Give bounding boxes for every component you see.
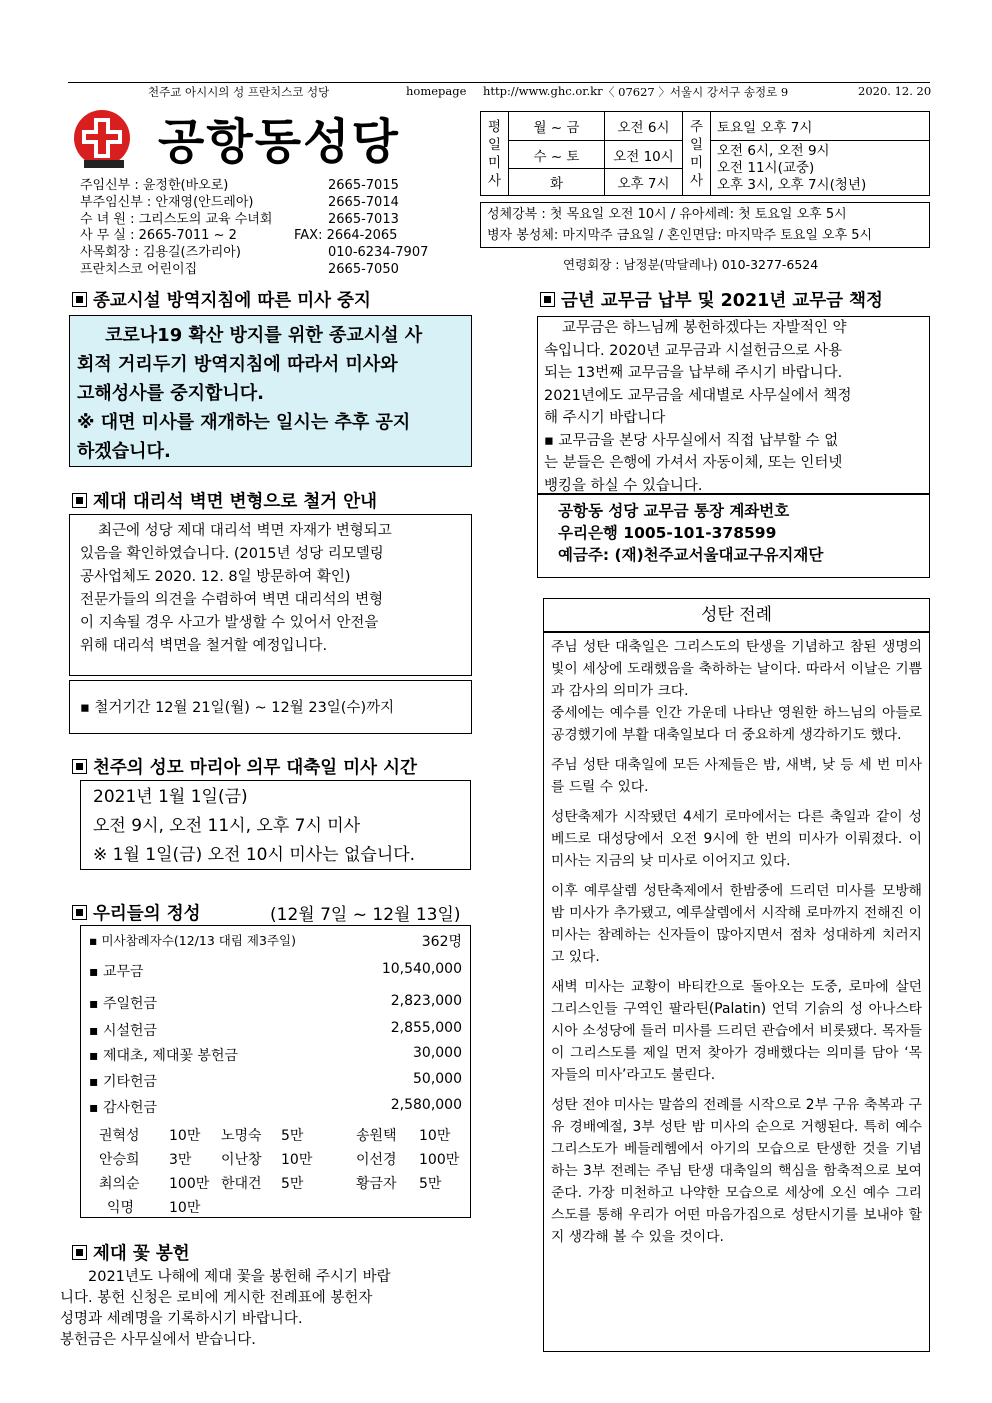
mary-line: ※ 1월 1일(금) 오전 10시 미사는 없습니다.	[93, 845, 416, 865]
tax-line: 속입니다. 2020년 교무금과 시설헌금으로 사용	[544, 342, 843, 359]
account-title: 공항동 성당 교무금 통장 계좌번호	[558, 502, 790, 520]
square-bullet-icon	[540, 292, 555, 307]
account-info	[537, 494, 930, 578]
sunday-mass-label: 주일미사	[683, 112, 711, 196]
covid-line: 고해성사를 중지합니다.	[77, 383, 264, 404]
flower-line: 니다. 봉헌 신청은 로비에 게시한 전례표에 봉헌자	[60, 1290, 373, 1306]
staff-row	[80, 262, 400, 279]
flower-title: 제대 꽃 봉헌	[93, 1244, 190, 1264]
donor-name: 이선경	[356, 1152, 397, 1168]
weekday-day: 수 ~ 토	[509, 141, 605, 169]
weekday-mass-label: 평일미사	[481, 112, 509, 196]
church-logo	[70, 108, 142, 170]
offering-amount: 30,000	[413, 1045, 462, 1061]
offering-label: ▪ 감사헌금	[89, 1100, 158, 1116]
tax-line: 교무금은 하느님께 봉헌하겠다는 자발적인 약	[562, 320, 847, 336]
xmas-paragraph	[551, 636, 922, 746]
offering-period: (12월 7일 ~ 12월 13일)	[270, 905, 461, 925]
homepage-link[interactable]: http://www.ghc.or.kr	[483, 84, 603, 98]
sunday-time: 오전 11시(교중)	[717, 159, 815, 176]
marble-line: 최근에 성당 제대 대리석 벽면 자재가 변형되고	[98, 523, 392, 539]
xmas-text: 주님 성탄 대축일에 모든 사제들은 밤, 새벽, 낮 등 세 번 미사를 드릴 수 있다.	[551, 757, 922, 795]
page-title: 공항동성당	[158, 114, 400, 170]
xmas-text: 새벽 미사는 교황이 바티칸으로 돌아오는 도중, 로마에 살던 그리스인들 구역인 팔라틴(Palatin) 언덕 기슭의 성 아나스타시아 소성당에 들러 미사를 드리던 관습에서 비롯됐다. 목자들이 그리스도를 제일 먼저 찾아가 경배했다는 의미를 담아 ‘목자들의 미사’라고도 불린다.	[551, 979, 922, 1083]
staff-row	[80, 212, 400, 229]
donor-amount: 5만	[419, 1176, 442, 1192]
weekday-time: 오전 10시	[605, 141, 683, 169]
sunday-time: 토요일 오후 7시	[711, 112, 930, 141]
donor-amount: 100만	[419, 1152, 460, 1168]
weekday-time: 오후 7시	[605, 169, 683, 196]
staff-phone: 2665-7014	[328, 194, 399, 210]
mary-section-heading	[72, 754, 417, 779]
donor-amount: 10만	[169, 1200, 201, 1216]
staff-role: 사목회장 : 김용길(즈가리아)	[80, 245, 241, 261]
square-bullet-icon	[72, 292, 87, 307]
donor-amount: 10만	[169, 1128, 201, 1144]
staff-role: 주임신부 : 윤정한(바오로)	[80, 178, 229, 193]
offering-title: 우리들의 정성	[93, 904, 201, 924]
offering-section-heading	[72, 900, 201, 925]
tax-line: ▪ 교무금을 본당 사무실에서 직접 납부할 수 없	[544, 432, 839, 449]
mass-schedule-table	[480, 111, 930, 196]
staff-row	[80, 228, 400, 245]
tax-line: 되는 13번째 교무금을 납부해 주시기 바랍니다.	[544, 365, 843, 381]
offering-label: ▪ 기타헌금	[89, 1074, 158, 1090]
donor-name: 한대건	[221, 1176, 262, 1192]
marble-notice	[69, 514, 472, 676]
square-bullet-icon	[72, 759, 87, 774]
staff-role: 수 녀 원 : 그리스도의 교육 수녀회	[80, 211, 273, 227]
xmas-heading: 성탄 전례	[543, 598, 930, 632]
tax-section-heading	[540, 287, 883, 312]
offering-amount: 2,855,000	[390, 1020, 462, 1036]
donor-amount: 10만	[281, 1152, 313, 1168]
sunday-time: 오후 3시, 오후 7시(청년)	[717, 176, 867, 193]
staff-role: 프란치스코 어린이집	[80, 261, 198, 277]
weekday-day: 월 ~ 금	[509, 112, 605, 141]
staff-phone: FAX: 2664-2065	[294, 228, 398, 244]
covid-title: 종교시설 방역지침에 따른 미사 중지	[93, 291, 371, 311]
covid-line: 하겠습니다.	[77, 441, 171, 462]
staff-phone: 2665-7013	[328, 211, 399, 227]
xmas-text: 주님 성탄 대축일은 그리스도의 탄생을 기념하고 참된 생명의 빛이 세상에 도래했음을 축하하는 날이다. 따라서 이날은 기쁨과 감사의 의미가 크다.	[551, 639, 922, 699]
staff-phone: 2665-7050	[328, 261, 399, 277]
xmas-paragraph	[551, 754, 922, 798]
weekday-day: 화	[509, 169, 605, 196]
donor-name: 익명	[107, 1200, 135, 1216]
donor-name: 송원택	[356, 1128, 397, 1144]
marble-section-heading	[72, 488, 377, 513]
marble-line: 전문가들의 의견을 수렴하여 벽면 대리석의 변형	[80, 592, 384, 608]
xmas-text: 성탄 전야 미사는 말씀의 전례를 시작으로 2부 구유 축복과 구유 경배예절, 3부 성탄 밤 미사의 순으로 거행된다. 특히 예수 그리스도가 베들레헴에서 아기의 모습으로 탄생한 것을 기념하는 3부 전례는 주님 탄생 대축일의 핵심을 함축적으로 보여준다. 가장 미천하고 나약한 모습으로 세상에 오신 예수 그리스도를 통해 우리가 어떤 마음가짐으로 성탄시기를 보내야 할 지 생각해 볼 수 있을 것이다.	[551, 1097, 922, 1245]
donor-name: 황금자	[356, 1176, 397, 1192]
offering-amount: 10,540,000	[381, 961, 462, 977]
flower-line: 2021년도 나해에 제대 꽃을 봉헌해 주시기 바랍	[88, 1269, 391, 1285]
staff-phone: 2665-7015	[328, 178, 399, 193]
xmas-text: 이후 예루살렘 성탄축제에서 한밤중에 드리던 미사를 모방해 밤 미사가 추가됐고, 예루살렘에서 시작해 로마까지 전해진 이 미사는 참례하는 신자들이 많아지면서 점차 성대하게 치러지고 있다.	[551, 883, 922, 965]
tax-line: 뱅킹을 하실 수 있습니다.	[544, 477, 703, 494]
staff-row	[80, 195, 400, 212]
org-name: 천주교 아시시의 성 프란치스코 성당	[148, 85, 330, 99]
offering-label: ▪ 교무금	[89, 964, 144, 980]
xmas-paragraph	[551, 1094, 922, 1248]
offering-amount: 50,000	[413, 1071, 462, 1087]
marble-line: 위해 대리석 벽면을 철거할 예정입니다.	[80, 638, 328, 654]
xmas-paragraph	[551, 976, 922, 1086]
donor-amount: 10만	[419, 1128, 451, 1144]
funeral-rep: 연령회장 : 남정분(막달레나) 010-3277-6524	[563, 257, 819, 272]
flower-line: 봉헌금은 사무실에서 받습니다.	[60, 1332, 256, 1348]
sunday-times	[711, 141, 930, 196]
offering-label: ▪ 주일헌금	[89, 996, 158, 1012]
staff-row	[80, 178, 400, 195]
weekday-time: 오전 6시	[605, 112, 683, 141]
xmas-paragraph	[551, 880, 922, 968]
offering-table	[80, 925, 471, 1218]
donor-name: 노명숙	[221, 1128, 262, 1144]
square-bullet-icon	[72, 905, 87, 920]
xmas-paragraph	[551, 806, 922, 872]
issue-date: 2020. 12. 20	[858, 84, 932, 98]
offering-amount: 2,580,000	[390, 1097, 462, 1113]
offering-label: ▪ 제대초, 제대꽃 봉헌금	[89, 1048, 239, 1064]
covid-line: 코로나19 확산 방지를 위한 종교시설 사	[105, 325, 423, 346]
staff-list	[80, 178, 429, 279]
marble-line: 공사업체도 2020. 12. 8일 방문하여 확인)	[80, 569, 351, 585]
tax-line: 2021년에도 교무금을 세대별로 사무실에서 책정	[544, 387, 852, 404]
offering-amount: 2,823,000	[390, 993, 462, 1009]
removal-period	[69, 680, 472, 734]
staff-phone: 010-6234-7907	[328, 245, 429, 261]
account-number: 우리은행 1005-101-378599	[558, 524, 777, 542]
address: 〈 07627 〉서울시 강서구 송정로 9	[603, 85, 789, 99]
note-line: 병자 봉성체: 마지막주 금요일 / 혼인면담: 마지막주 토요일 오후 5시	[487, 228, 873, 243]
flower-section-heading	[72, 1240, 190, 1265]
offering-label: ▪ 시설헌금	[89, 1023, 158, 1039]
xmas-text: 중세에는 예수를 인간 가운데 나타난 영원한 하느님의 아들로 공경했기에 부활 대축일보다 더 중요하게 생각하기도 했다.	[551, 705, 922, 743]
sunday-time: 오전 6시, 오전 9시	[717, 142, 830, 159]
xmas-liturgy	[543, 632, 930, 1352]
donor-amount: 5만	[281, 1176, 304, 1192]
staff-role: 부주임신부 : 안재영(안드레아)	[80, 194, 254, 210]
mary-line: 오전 9시, 오전 11시, 오후 7시 미사	[93, 816, 361, 836]
marble-line: 있음을 확인하였습니다. (2015년 성당 리모델링	[80, 546, 384, 562]
removal-period-text: ▪ 철거기간 12월 21일(월) ~ 12월 23일(수)까지	[80, 700, 395, 716]
top-divider	[68, 82, 930, 83]
donor-amount: 3만	[169, 1152, 192, 1168]
staff-role: 사 무 실 : 2665-7011 ~ 2	[80, 228, 237, 244]
mary-line: 2021년 1월 1일(금)	[93, 787, 248, 807]
mary-mass-times	[80, 780, 471, 870]
covid-line: ※ 대면 미사를 재개하는 일시는 추후 공지	[77, 412, 411, 433]
homepage-label: homepage	[406, 84, 467, 98]
marble-line: 이 지속될 경우 사고가 발생할 수 있어서 안전을	[80, 615, 379, 631]
donor-name: 안승희	[99, 1152, 140, 1168]
covid-section-heading	[72, 287, 371, 312]
flower-line: 성명과 세례명을 기록하시기 바랍니다.	[60, 1311, 303, 1327]
square-bullet-icon	[72, 1245, 87, 1260]
tax-title: 금년 교무금 납부 및 2021년 교무금 책정	[561, 291, 883, 311]
note-line: 성체강복 : 첫 목요일 오전 10시 / 유아세례: 첫 토요일 오후 5시	[487, 207, 847, 222]
donor-amount: 100만	[169, 1176, 210, 1192]
flower-notice	[60, 1267, 475, 1351]
offering-amount: 362명	[421, 934, 462, 950]
donor-name: 권혁성	[99, 1128, 140, 1144]
staff-row	[80, 245, 429, 262]
marble-title: 제대 대리석 벽면 변형으로 철거 안내	[93, 492, 378, 512]
tax-line: 해 주시기 바랍니다	[544, 410, 666, 426]
offering-label: ▪ 미사참례자수(12/13 대림 제3주일)	[89, 933, 296, 948]
mary-title: 천주의 성모 마리아 의무 대축일 미사 시간	[93, 758, 417, 778]
account-holder: 예금주: (재)천주교서울대교구유지재단	[558, 546, 824, 564]
tax-notice	[537, 316, 930, 494]
tax-line: 는 분들은 은행에 가셔서 자동이체, 또는 인터넷	[544, 455, 843, 471]
donor-amount: 5만	[281, 1128, 304, 1144]
donor-name: 이난창	[221, 1152, 262, 1168]
sacrament-notes	[480, 202, 930, 248]
donor-name: 최의순	[99, 1176, 140, 1192]
covid-notice	[69, 315, 472, 467]
square-bullet-icon	[72, 493, 87, 508]
xmas-text: 성탄축제가 시작됐던 4세기 로마에서는 다른 축일과 같이 성 베드로 대성당에서 오전 9시에 한 번의 미사가 이뤄졌다. 이 미사는 지금의 낮 미사로 이어지고 있다.	[551, 809, 922, 869]
covid-line: 회적 거리두기 방역지침에 따라서 미사와	[77, 354, 398, 375]
